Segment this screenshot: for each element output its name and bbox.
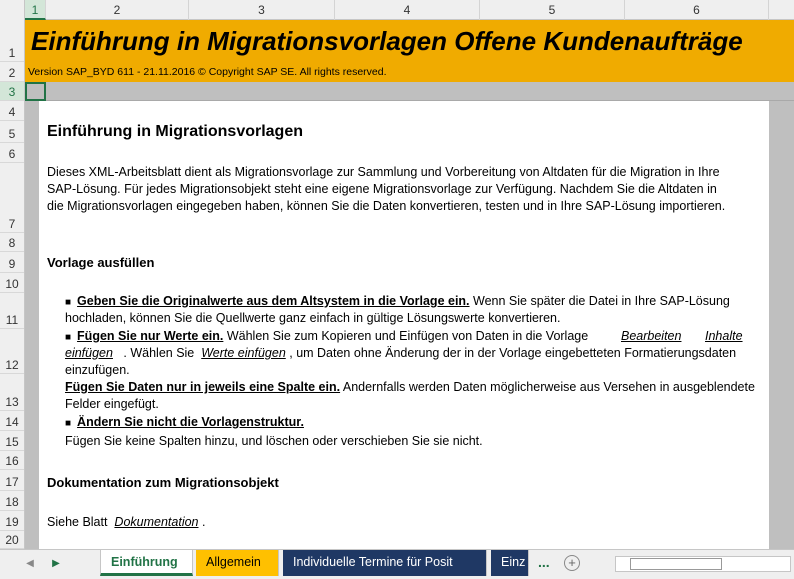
see-prefix: Siehe Blatt [47,515,108,529]
bullet-3 [65,379,755,396]
bullet-2-bold: Fügen Sie nur Werte ein. [77,329,224,343]
bullet-2-line-2 [65,345,736,362]
row-header-2[interactable]: 2 [0,62,24,82]
bullet-4-line-2: Fügen Sie keine Spalten hinzu, und löschen oder verschieben Sie sie nicht. [65,434,483,448]
link-inhalte[interactable]: Inhalte [705,329,743,343]
bullet-4-bold: Ändern Sie nicht die Vorlagenstruktur. [77,415,304,429]
title-banner [25,20,794,82]
row-header-7[interactable]: 7 [0,163,24,233]
column-header-3[interactable]: 3 [189,0,335,20]
column-header-5[interactable]: 5 [480,0,625,20]
sheet-tab-bar [0,549,794,579]
bullet-2-mid: . Wählen Sie [123,346,195,360]
link-bearbeiten[interactable]: Bearbeiten [621,329,682,343]
row-header-5[interactable]: 5 [0,121,24,143]
row-header-10[interactable]: 10 [0,273,24,293]
row-header-11[interactable]: 11 [0,293,24,329]
sheet-content [39,101,769,549]
horizontal-scrollbar[interactable] [615,556,791,572]
tab-einz[interactable]: Einz [491,550,529,576]
column-header-4[interactable]: 4 [335,0,480,20]
column-header-2[interactable]: 2 [46,0,189,20]
right-margin [769,101,794,549]
row-header-8[interactable]: 8 [0,233,24,252]
bullet-2-line-3: einzufügen. [65,363,130,377]
select-all-corner[interactable] [0,0,25,20]
row-header-14[interactable]: 14 [0,411,24,431]
row-header-19[interactable]: 19 [0,511,24,531]
column-header-1[interactable]: 1 [25,0,46,20]
bullet-square-icon: ■ [65,297,72,308]
bullet-2 [65,328,588,346]
row-header-6[interactable]: 6 [0,143,24,163]
row-header-1[interactable]: 1 [0,20,24,62]
row-header-15[interactable]: 15 [0,431,24,451]
row-header-17[interactable]: 17 [0,470,24,491]
scrollbar-thumb[interactable] [630,558,722,570]
row-header-18[interactable]: 18 [0,491,24,511]
tab-einfuehrung[interactable]: Einführung [100,550,193,576]
section-heading: Einführung in Migrationsvorlagen [47,123,303,140]
add-sheet-icon[interactable]: + [564,555,580,571]
bullet-3-text: Andernfalls werden Daten möglicherweise aus Versehen in ausgeblendete [340,380,755,394]
row-header-3[interactable]: 3 [0,82,24,101]
link-dokumentation[interactable]: Dokumentation [114,515,199,529]
column-header [0,0,794,20]
row-header-13[interactable]: 13 [0,374,24,411]
see-suffix: . [201,515,206,529]
separator-row [25,82,794,101]
bullet-4 [65,414,304,432]
row-header [0,20,25,549]
row-header-12[interactable]: 12 [0,329,24,374]
see-sheet-line [47,514,205,531]
doc-heading: Dokumentation zum Migrationsobjekt [47,475,279,490]
bullet-square-icon: ■ [65,332,72,343]
link-werte-einfuegen[interactable]: Werte einfügen [201,346,286,360]
row-header-9[interactable]: 9 [0,252,24,273]
row-header-4[interactable]: 4 [0,101,24,121]
bullet-square-icon: ■ [65,418,72,429]
column-header-6[interactable]: 6 [625,0,769,20]
version-info: Version SAP_BYD 611 - 21.11.2016 © Copyright SAP SE. All rights reserved. [28,66,387,78]
bullet-1-line-2: hochladen, können Sie die Quellwerte ganz einfach in gültige Lösungswerte konvertieren. [65,311,561,325]
bullet-1-text: Wenn Sie später die Datei in Ihre SAP-Lösung [469,294,730,308]
bullet-2-end: , um Daten ohne Änderung der in der Vorlage eingebetteten Formatierungsdaten [289,346,737,360]
row-header-20[interactable]: 20 [0,531,24,549]
bullet-3-line-2: Felder eingefügt. [65,397,159,411]
tab-allgemein[interactable]: Allgemein [196,550,279,576]
intro-line-3: die Migrationsvorlagen eingegeben haben, können Sie die Daten konvertieren, testen und in Ihre SAP-Lösung importieren. [47,199,726,213]
row-header-16[interactable]: 16 [0,451,24,470]
link-einfuegen[interactable]: einfügen [65,346,113,360]
page-title: Einführung in Migrationsvorlagen Offene Kundenaufträge [31,26,743,56]
bullet-2-text: Wählen Sie zum Kopieren und Einfügen von Daten in die Vorlage [223,329,589,343]
bullet-1-bold: Geben Sie die Originalwerte aus dem Altsystem in die Vorlage ein. [77,294,470,308]
intro-line-2: SAP-Lösung. Für jedes Migrationsobjekt steht eine eigene Migrationsvorlage zur Verfügung. Nachdem Sie die Altdaten in [47,182,717,196]
tab-individuelle-termine[interactable]: Individuelle Termine für Posit [283,550,487,576]
fill-heading: Vorlage ausfüllen [47,255,155,270]
prev-sheet-icon[interactable]: ◀ [26,558,34,569]
bullet-1 [65,293,730,311]
left-margin [25,101,39,549]
bullet-3-bold: Fügen Sie Daten nur in jeweils eine Spalte ein. [65,380,341,394]
next-sheet-icon[interactable]: ▶ [52,558,60,569]
more-tabs-button[interactable]: ... [538,554,550,570]
active-cell[interactable] [25,82,46,101]
intro-line-1: Dieses XML-Arbeitsblatt dient als Migrationsvorlage zur Sammlung und Vorbereitung von Altdaten für die Migration in Ihre [47,165,720,179]
